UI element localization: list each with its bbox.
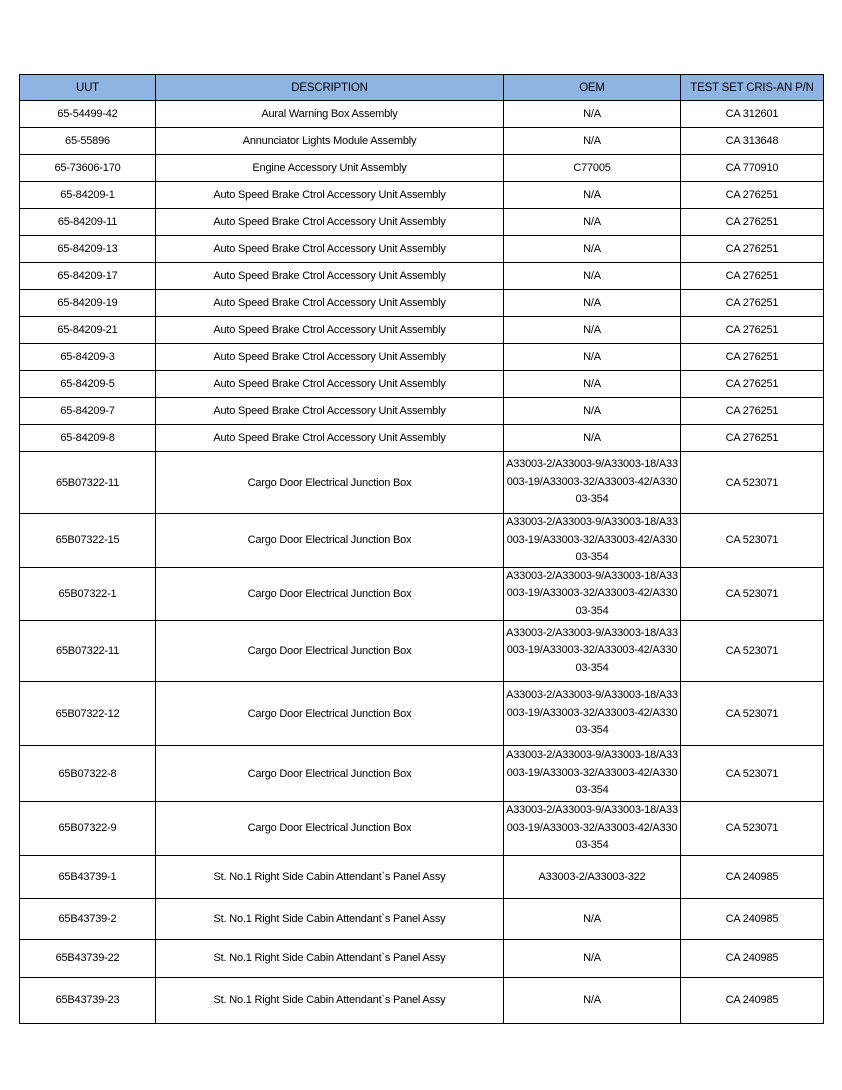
cell-oem: A33003-2/A33003-9/A33003-18/A33003-19/A33003-32/A33003-42/A33003-354 <box>504 452 681 514</box>
cell-description: Auto Speed Brake Ctrol Accessory Unit Assembly <box>156 182 504 209</box>
cell-test-set: CA 523071 <box>681 514 824 568</box>
cell-oem: A33003-2/A33003-9/A33003-18/A33003-19/A33003-32/A33003-42/A33003-354 <box>504 567 681 621</box>
cell-description: Auto Speed Brake Ctrol Accessory Unit Assembly <box>156 344 504 371</box>
header-row <box>20 75 824 101</box>
cell-description: Auto Speed Brake Ctrol Accessory Unit Assembly <box>156 317 504 344</box>
cell-test-set: CA 240985 <box>681 855 824 898</box>
cell-oem: N/A <box>504 101 681 128</box>
header-oem: OEM <box>504 75 681 101</box>
cell-uut: 65B43739-22 <box>20 939 156 977</box>
cell-description: Auto Speed Brake Ctrol Accessory Unit Assembly <box>156 371 504 398</box>
table-row <box>20 452 824 514</box>
cell-uut: 65-54499-42 <box>20 101 156 128</box>
cell-oem: A33003-2/A33003-322 <box>504 855 681 898</box>
cell-description: Cargo Door Electrical Junction Box <box>156 567 504 621</box>
table-row <box>20 898 824 939</box>
table-row <box>20 855 824 898</box>
cell-oem: A33003-2/A33003-9/A33003-18/A33003-19/A33003-32/A33003-42/A33003-354 <box>504 746 681 802</box>
cell-oem: N/A <box>504 939 681 977</box>
cell-uut: 65-84209-21 <box>20 317 156 344</box>
table-row <box>20 371 824 398</box>
table-row <box>20 236 824 263</box>
cell-uut: 65B43739-2 <box>20 898 156 939</box>
cell-oem: A33003-2/A33003-9/A33003-18/A33003-19/A33003-32/A33003-42/A33003-354 <box>504 802 681 856</box>
cell-description: St. No.1 Right Side Cabin Attendant`s Panel Assy <box>156 855 504 898</box>
table-row <box>20 209 824 236</box>
cell-oem: N/A <box>504 128 681 155</box>
header-test-set: TEST SET CRIS-AN P/N <box>681 75 824 101</box>
cell-description: Cargo Door Electrical Junction Box <box>156 682 504 746</box>
cell-description: Auto Speed Brake Ctrol Accessory Unit Assembly <box>156 263 504 290</box>
cell-oem: N/A <box>504 977 681 1023</box>
cell-test-set: CA 276251 <box>681 209 824 236</box>
cell-oem: N/A <box>504 371 681 398</box>
cell-uut: 65-84209-11 <box>20 209 156 236</box>
cell-uut: 65-84209-13 <box>20 236 156 263</box>
cell-uut: 65B43739-1 <box>20 855 156 898</box>
cell-uut: 65B07322-11 <box>20 621 156 682</box>
cell-oem: N/A <box>504 398 681 425</box>
table-row <box>20 621 824 682</box>
cell-oem: N/A <box>504 317 681 344</box>
cell-test-set: CA 240985 <box>681 977 824 1023</box>
cell-description: St. No.1 Right Side Cabin Attendant`s Panel Assy <box>156 977 504 1023</box>
cell-description: Cargo Door Electrical Junction Box <box>156 452 504 514</box>
cell-uut: 65-84209-17 <box>20 263 156 290</box>
table-row <box>20 939 824 977</box>
cell-description: Annunciator Lights Module Assembly <box>156 128 504 155</box>
table-row <box>20 802 824 856</box>
header-description: DESCRIPTION <box>156 75 504 101</box>
cell-uut: 65B07322-1 <box>20 567 156 621</box>
cell-test-set: CA 276251 <box>681 425 824 452</box>
cell-test-set: CA 276251 <box>681 290 824 317</box>
cell-oem: N/A <box>504 344 681 371</box>
table-row <box>20 682 824 746</box>
cell-oem: N/A <box>504 209 681 236</box>
table-row <box>20 344 824 371</box>
cell-uut: 65B07322-8 <box>20 746 156 802</box>
cell-test-set: CA 312601 <box>681 101 824 128</box>
cell-description: Cargo Door Electrical Junction Box <box>156 621 504 682</box>
cell-description: Cargo Door Electrical Junction Box <box>156 802 504 856</box>
cell-test-set: CA 276251 <box>681 236 824 263</box>
cell-oem: N/A <box>504 898 681 939</box>
cell-description: Cargo Door Electrical Junction Box <box>156 746 504 802</box>
cell-uut: 65-84209-5 <box>20 371 156 398</box>
cell-oem: N/A <box>504 236 681 263</box>
cell-uut: 65-84209-19 <box>20 290 156 317</box>
cell-description: St. No.1 Right Side Cabin Attendant`s Panel Assy <box>156 898 504 939</box>
table-row <box>20 263 824 290</box>
cell-uut: 65B07322-15 <box>20 514 156 568</box>
table-row <box>20 290 824 317</box>
parts-table <box>19 74 824 1024</box>
cell-description: Auto Speed Brake Ctrol Accessory Unit Assembly <box>156 398 504 425</box>
cell-uut: 65-84209-3 <box>20 344 156 371</box>
cell-uut: 65-84209-7 <box>20 398 156 425</box>
cell-oem: A33003-2/A33003-9/A33003-18/A33003-19/A33003-32/A33003-42/A33003-354 <box>504 514 681 568</box>
cell-oem: C77005 <box>504 155 681 182</box>
table-row <box>20 155 824 182</box>
cell-description: St. No.1 Right Side Cabin Attendant`s Panel Assy <box>156 939 504 977</box>
cell-oem: A33003-2/A33003-9/A33003-18/A33003-19/A33003-32/A33003-42/A33003-354 <box>504 682 681 746</box>
cell-description: Aural Warning Box Assembly <box>156 101 504 128</box>
header-uut: UUT <box>20 75 156 101</box>
cell-test-set: CA 523071 <box>681 452 824 514</box>
cell-test-set: CA 523071 <box>681 621 824 682</box>
cell-test-set: CA 276251 <box>681 263 824 290</box>
table-row <box>20 567 824 621</box>
cell-oem: A33003-2/A33003-9/A33003-18/A33003-19/A33003-32/A33003-42/A33003-354 <box>504 621 681 682</box>
table-row <box>20 514 824 568</box>
cell-description: Auto Speed Brake Ctrol Accessory Unit Assembly <box>156 236 504 263</box>
cell-oem: N/A <box>504 425 681 452</box>
cell-description: Cargo Door Electrical Junction Box <box>156 514 504 568</box>
cell-description: Engine Accessory Unit Assembly <box>156 155 504 182</box>
cell-test-set: CA 276251 <box>681 344 824 371</box>
cell-uut: 65B07322-11 <box>20 452 156 514</box>
cell-description: Auto Speed Brake Ctrol Accessory Unit Assembly <box>156 290 504 317</box>
cell-test-set: CA 240985 <box>681 898 824 939</box>
cell-test-set: CA 276251 <box>681 371 824 398</box>
cell-test-set: CA 276251 <box>681 317 824 344</box>
table-header <box>20 75 824 101</box>
table-row <box>20 317 824 344</box>
table-row <box>20 977 824 1023</box>
cell-oem: N/A <box>504 182 681 209</box>
cell-description: Auto Speed Brake Ctrol Accessory Unit Assembly <box>156 425 504 452</box>
cell-oem: N/A <box>504 290 681 317</box>
cell-test-set: CA 523071 <box>681 746 824 802</box>
cell-oem: N/A <box>504 263 681 290</box>
cell-test-set: CA 523071 <box>681 682 824 746</box>
cell-uut: 65-73606-170 <box>20 155 156 182</box>
cell-uut: 65B07322-9 <box>20 802 156 856</box>
table-row <box>20 398 824 425</box>
table-row <box>20 746 824 802</box>
cell-uut: 65B07322-12 <box>20 682 156 746</box>
cell-uut: 65-84209-8 <box>20 425 156 452</box>
cell-test-set: CA 523071 <box>681 802 824 856</box>
cell-test-set: CA 523071 <box>681 567 824 621</box>
table-body <box>20 101 824 1024</box>
table-row <box>20 101 824 128</box>
cell-test-set: CA 240985 <box>681 939 824 977</box>
table-row <box>20 425 824 452</box>
table-row <box>20 128 824 155</box>
cell-test-set: CA 276251 <box>681 182 824 209</box>
cell-uut: 65-55896 <box>20 128 156 155</box>
cell-test-set: CA 313648 <box>681 128 824 155</box>
cell-test-set: CA 276251 <box>681 398 824 425</box>
cell-description: Auto Speed Brake Ctrol Accessory Unit Assembly <box>156 209 504 236</box>
cell-uut: 65B43739-23 <box>20 977 156 1023</box>
cell-uut: 65-84209-1 <box>20 182 156 209</box>
table-row <box>20 182 824 209</box>
cell-test-set: CA 770910 <box>681 155 824 182</box>
